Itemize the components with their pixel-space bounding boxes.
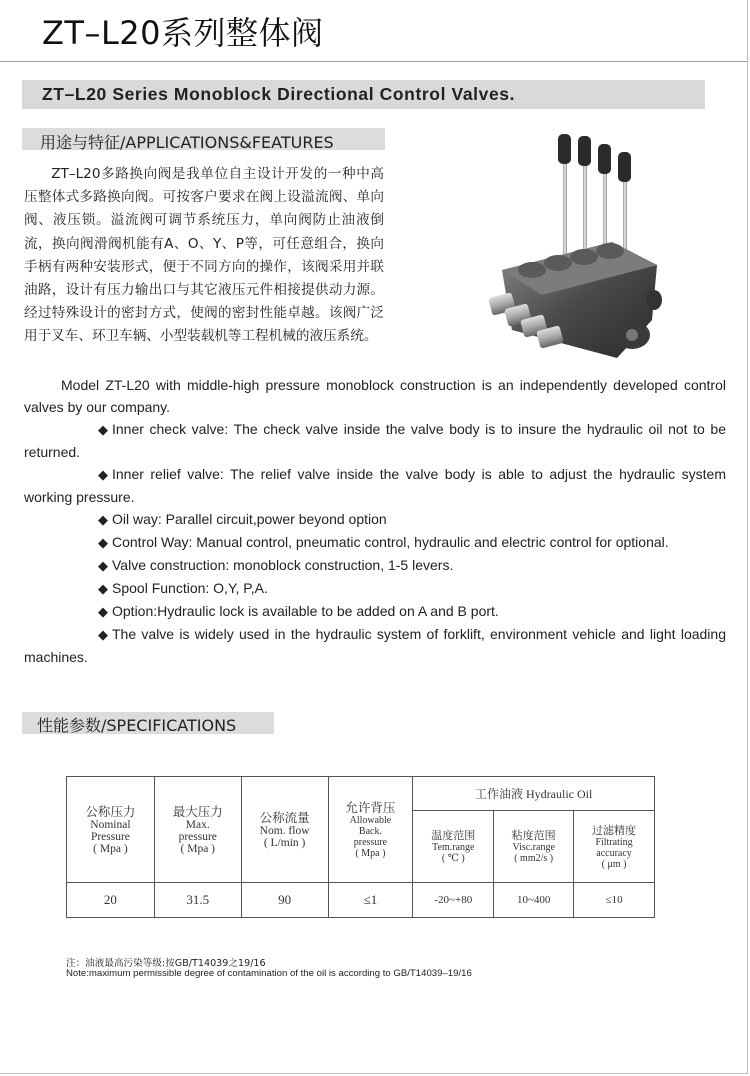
feature-bullet: ◆ Spool Function: O,Y, P,A. <box>24 577 726 600</box>
lever-knobs <box>558 134 631 182</box>
specs-heading: 性能参数/SPECIFICATIONS <box>37 716 237 735</box>
feature-bullet: ◆ Control Way: Manual control, pneumatic control, hydraulic and electric control for optional. <box>24 531 726 554</box>
bullet-diamond-icon: ◆ <box>98 467 108 482</box>
col-group-hydraulic-oil: 工作油液 Hydraulic Oil <box>413 777 655 811</box>
bullet-diamond-icon: ◆ <box>98 581 108 596</box>
feature-bullet: ◆ Oil way: Parallel circuit,power beyond option <box>24 508 726 531</box>
col-nominal-pressure: 公称压力 Nominal Pressure ( Mpa ) <box>67 777 155 883</box>
chinese-description: ZT–L20多路换向阀是我单位自主设计开发的一种中高压整体式多路换向阀。可按客户要求在阀上设溢流阀、单向阀、液压锁。溢流阀可调节系统压力，单向阀防止油液倒流，换向阀滑阀机能有A、O、Y、P等，可任意组合，换向手柄有两种安装形式，便于不同方向的操作，该阀采用并联油路，设计有压力输出口与其它液压元件相接提供动力源。经过特殊设计的密封方式，使阀的密封性能卓越。该阀广泛用于叉车、环卫车辆、小型装载机等工程机械的液压系统。 <box>24 166 384 345</box>
bullet-diamond-icon: ◆ <box>98 558 108 573</box>
cell-back-pressure: ≤1 <box>328 883 413 918</box>
english-title: ZT–L20 Series Monoblock Directional Control Valves. <box>42 84 516 104</box>
feature-bullet: ◆ The valve is widely used in the hydraulic system of forklift, environment vehicle and light loading machines. <box>24 626 726 665</box>
col-back-pressure: 允许背压 Allowable Back. pressure ( Mpa ) <box>328 777 413 883</box>
page-title: ZT–L20系列整体阀 <box>42 14 324 52</box>
feature-bullet: ◆ Inner relief valve: The relief valve inside the valve body is able to adjust the hydraulic system working pressure. <box>24 466 726 505</box>
feature-bullet: ◆ Inner check valve: The check valve inside the valve body is to insure the hydraulic oil not to be returned. <box>24 421 726 460</box>
col-max-pressure: 最大压力 Max. pressure ( Mpa ) <box>154 777 241 883</box>
col-temperature-range: 温度范围 Tem.range ( ℃ ) <box>413 811 494 883</box>
bullet-diamond-icon: ◆ <box>98 512 108 527</box>
feature-bullet: ◆ Valve construction: monoblock construction, 1-5 levers. <box>24 554 726 577</box>
bullet-diamond-icon: ◆ <box>98 627 108 642</box>
cell-viscosity-range: 10~400 <box>494 883 574 918</box>
english-description <box>24 374 726 668</box>
note-english: Note:maximum permissible degree of contamination of the oil is according to GB/T14039–19/16 <box>66 968 472 979</box>
bullet-diamond-icon: ◆ <box>98 422 108 437</box>
cell-temperature-range: -20~+80 <box>413 883 494 918</box>
table-row <box>67 883 655 918</box>
cell-max-pressure: 31.5 <box>154 883 241 918</box>
col-nominal-flow: 公称流量 Nom. flow ( L/min ) <box>241 777 328 883</box>
note-chinese: 注：油液最高污染等级:按GB/T14039之19/16 <box>66 958 266 969</box>
features-heading: 用途与特征/APPLICATIONS&FEATURES <box>40 133 334 152</box>
bullet-diamond-icon: ◆ <box>98 535 108 550</box>
cell-nominal-flow: 90 <box>241 883 328 918</box>
feature-bullet: ◆ Option:Hydraulic lock is available to be added on A and B port. <box>24 600 726 623</box>
cell-filtrating-accuracy: ≤10 <box>574 883 655 918</box>
title-divider <box>0 61 747 62</box>
bullet-diamond-icon: ◆ <box>98 604 108 619</box>
col-viscosity-range: 粘度范围 Visc.range ( mm2/s ) <box>494 811 574 883</box>
valve-product-image <box>482 130 682 370</box>
cell-nominal-pressure: 20 <box>67 883 155 918</box>
col-filtrating-accuracy: 过滤精度 Filtrating accuracy ( μm ) <box>574 811 655 883</box>
specifications-table <box>66 776 655 918</box>
intro-paragraph: Model ZT-L20 with middle-high pressure monoblock construction is an independently developed control valves by our company. <box>24 377 726 415</box>
